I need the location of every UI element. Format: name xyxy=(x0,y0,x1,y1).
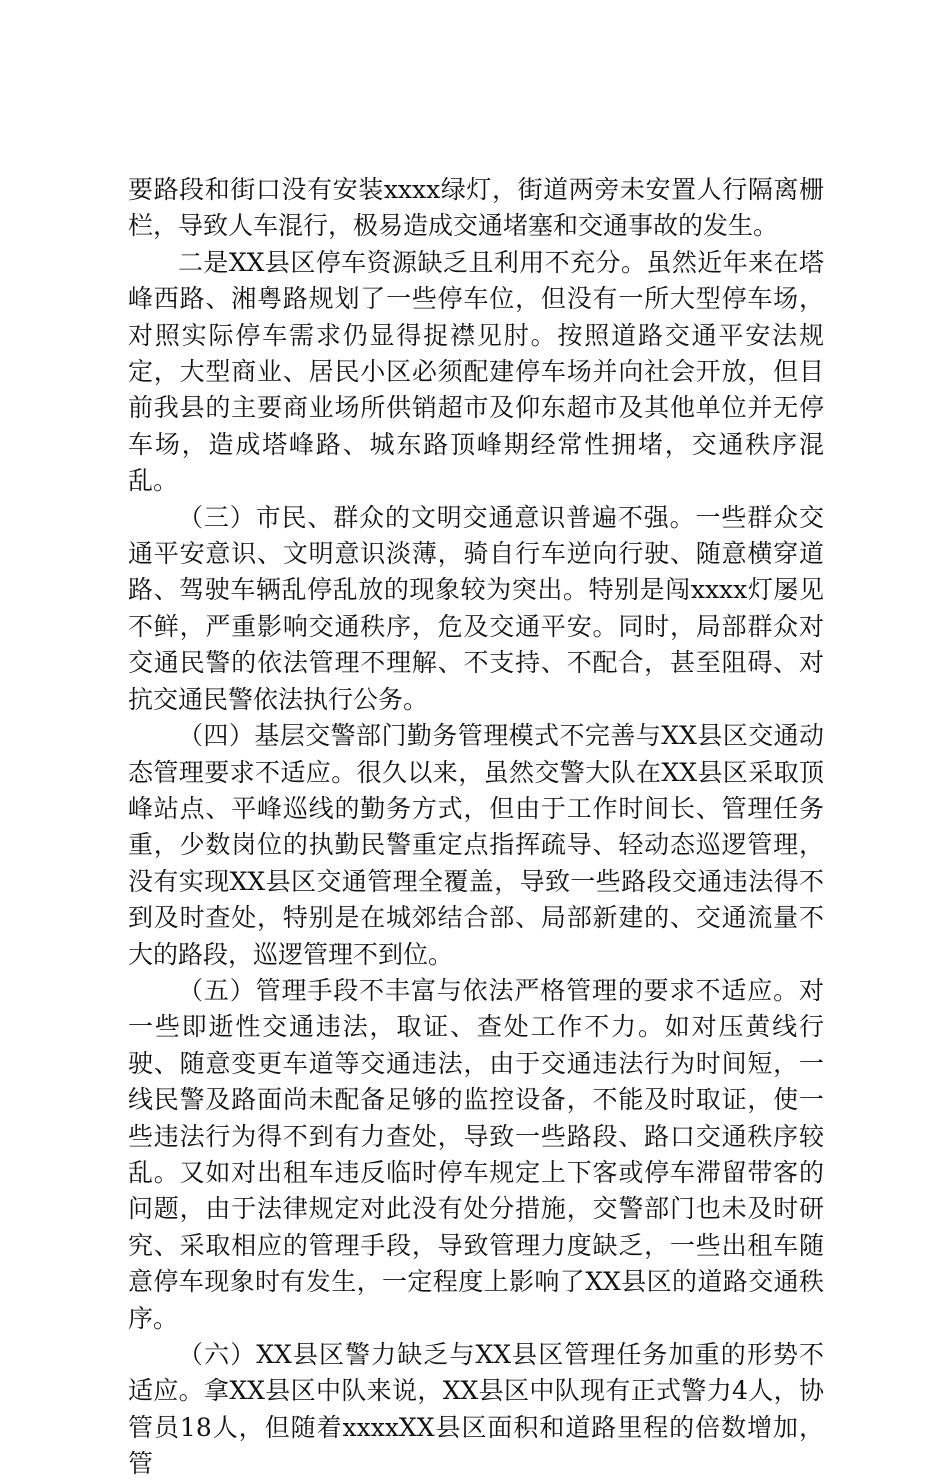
paragraph-civic-awareness: （三）市民、群众的文明交通意识普遍不强。一些群众交通平安意识、文明意识淡薄，骑自行车逆向行驶、随意横穿道路、驾驶车辆乱停乱放的现象较为突出。特别是闯xxxx灯屡见不鲜，严重影响交通秩序，危及交通平安。同时，局部群众对交通民警的依法管理不理解、不支持、不配合，甚至阻碍、对抗交通民警依法执行公务。 xyxy=(128,502,824,714)
paragraph-traffic-lights-continued: 要路段和街口没有安装xxxx绿灯，街道两旁未安置人行隔离栅栏，导致人车混行，极易造成交通堵塞和交通事故的发生。 xyxy=(128,175,824,241)
paragraph-parking-resources: 二是XX县区停车资源缺乏且利用不充分。虽然近年来在塔峰西路、湘粤路规划了一些停车位，但没有一所大型停车场，对照实际停车需求仍显得捉襟见肘。按照道路交通平安法规定，大型商业、居民小区必须配建停车场并向社会开放，但目前我县的主要商业场所供销超市及仰东超市及其他单位并无停车场，造成塔峰路、城东路顶峰期经常性拥堵，交通秩序混乱。 xyxy=(128,247,824,496)
paragraph-management-means: （五）管理手段不丰富与依法严格管理的要求不适应。对一些即逝性交通违法，取证、查处工作不力。如对压黄线行驶、随意变更车道等交通违法，由于交通违法行为时间短，一线民警及路面尚未配备足够的监控设备，不能及时取证，使一些违法行为得不到有力查处，导致一些路段、路口交通秩序较乱。又如对出租车违反临时停车规定上下客或停车滞留带客的问题，由于法律规定对此没有处分措施，交警部门也未及时研究、采取相应的管理手段，导致管理力度缺乏，一些出租车随意停车现象时有发生，一定程度上影响了XX县区的道路交通秩序。 xyxy=(128,975,824,1333)
paragraph-duty-management: （四）基层交警部门勤务管理模式不完善与XX县区交通动态管理要求不适应。很久以来，虽然交警大队在XX县区采取顶峰站点、平峰巡线的勤务方式，但由于工作时间长、管理任务重，少数岗位的执勤民警重定点指挥疏导、轻动态巡逻管理，没有实现XX县区交通管理全覆盖，导致一些路段交通违法得不到及时查处，特别是在城郊结合部、局部新建的、交通流量不大的路段，巡逻管理不到位。 xyxy=(128,721,824,969)
body-text xyxy=(128,172,824,1483)
paragraph-police-shortage: （六）XX县区警力缺乏与XX县区管理任务加重的形势不适应。拿XX县区中队来说，XX县区中队现有正式警力4人，协管员18人，但随着xxxxXX县区面积和道路里程的倍数增加，管 xyxy=(128,1340,824,1479)
